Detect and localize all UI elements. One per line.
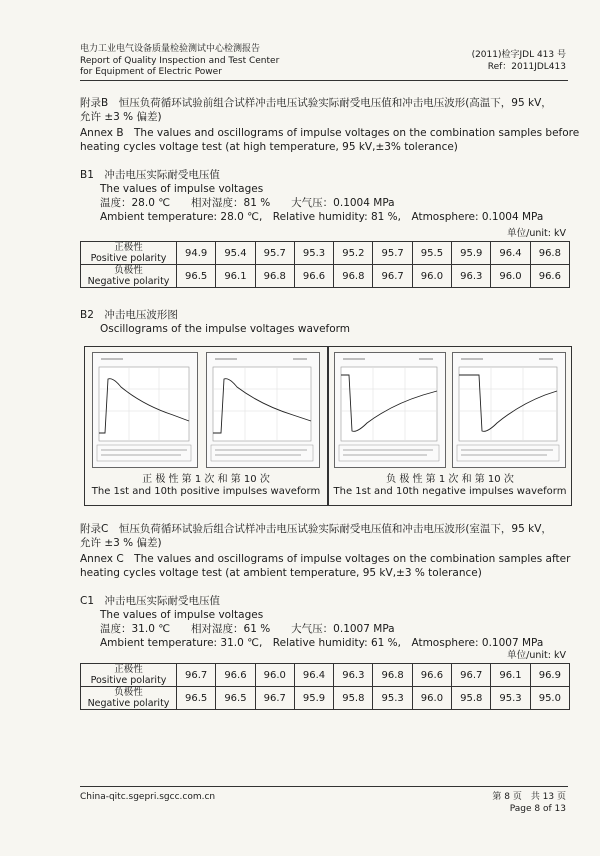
header-title-en-2: for Equipment of Electric Power: [80, 67, 222, 77]
label-en: Negative polarity: [87, 276, 170, 287]
footer-website: China-qitc.sgepri.sgcc.com.cn: [80, 792, 216, 802]
oscillogram-positive-caption: [84, 474, 328, 498]
caption-en: The 1st and 10th negative impulses waveform: [333, 486, 567, 497]
value-cell: 95.4: [216, 242, 255, 265]
label-cn: 正极性: [114, 242, 143, 253]
value-cell: 96.9: [530, 664, 569, 687]
value-cell: 96.0: [491, 265, 530, 288]
b1-conditions-en: Ambient temperature: 28.0 ℃, Relative humidity: 81 %, Atmosphere: 0.1004 MPa: [100, 211, 544, 223]
c1-conditions-cn: 温度：31.0 ℃ 相对湿度：61 % 大气压：0.1007 MPa: [100, 623, 395, 635]
row-label-positive: [81, 664, 177, 687]
value-cell: 95.3: [294, 242, 333, 265]
value-cell: 96.6: [294, 265, 333, 288]
label-en: Positive polarity: [90, 253, 167, 264]
footer-page-en: Page 8 of 13: [509, 804, 566, 814]
c1-title-en: The values of impulse voltages: [100, 609, 264, 621]
header-title-cn: 电力工业电气设备质量检验测试中心检测报告: [80, 44, 261, 54]
table-row-negative: [81, 265, 570, 288]
c1-conditions-en: Ambient temperature: 31.0 ℃, Relative humidity: 61 %, Atmosphere: 0.1007 MPa: [100, 637, 544, 649]
value-cell: 96.7: [452, 664, 491, 687]
value-cell: 95.5: [412, 242, 451, 265]
waveform-image: [335, 353, 445, 467]
label-cn: 负极性: [114, 265, 143, 276]
value-cell: 94.9: [177, 242, 216, 265]
table-row-negative: [81, 687, 570, 710]
value-cell: 95.7: [255, 242, 294, 265]
b1-values-table: [80, 241, 570, 288]
b1-conditions-cn: 温度：28.0 ℃ 相对湿度：81 % 大气压：0.1004 MPa: [100, 197, 395, 209]
oscillogram-positive-10: [206, 352, 320, 468]
annex-c-title-cn-2: 允许 ±3 % 偏差): [80, 537, 162, 549]
label-en: Positive polarity: [90, 675, 167, 686]
row-label-negative: [81, 687, 177, 710]
value-cell: 95.8: [452, 687, 491, 710]
oscillogram-negative-caption: [328, 474, 572, 498]
footer-page-cn: 第 8 页 共 13 页: [492, 792, 566, 802]
footer-rule: [80, 786, 568, 787]
value-cell: 96.3: [452, 265, 491, 288]
c1-title-cn: C1 冲击电压实际耐受电压值: [80, 595, 221, 607]
waveform-image: [93, 353, 197, 467]
row-label-negative: [81, 265, 177, 288]
c1-unit: 单位/unit: kV: [507, 650, 566, 661]
value-cell: 96.1: [491, 664, 530, 687]
annex-b-title-en-1: Annex B The values and oscillograms of impulse voltages on the combination samples before: [80, 127, 580, 139]
value-cell: 96.0: [412, 265, 451, 288]
value-cell: 95.3: [373, 687, 412, 710]
value-cell: 96.5: [177, 265, 216, 288]
caption-cn: 正 极 性 第 1 次 和 第 10 次: [142, 474, 270, 485]
value-cell: 96.7: [177, 664, 216, 687]
value-cell: 96.8: [373, 664, 412, 687]
value-cell: 96.6: [530, 265, 569, 288]
annex-b-title-cn-1: 附录B 恒压负荷循环试验前组合试样冲击电压试验实际耐受电压值和冲击电压波形(高温下，95 kV，: [80, 97, 552, 109]
value-cell: 95.3: [491, 687, 530, 710]
b1-unit: 单位/unit: kV: [507, 228, 566, 239]
header-ref: Ref：2011JDL413: [487, 62, 566, 72]
value-cell: 96.1: [216, 265, 255, 288]
value-cell: 96.0: [255, 664, 294, 687]
row-label-positive: [81, 242, 177, 265]
b1-title-cn: B1 冲击电压实际耐受电压值: [80, 169, 220, 181]
value-cell: 95.9: [294, 687, 333, 710]
b2-title-cn: B2 冲击电压波形图: [80, 309, 178, 321]
annex-b-title-cn-2: 允许 ±3 % 偏差): [80, 111, 162, 123]
value-cell: 96.6: [412, 664, 451, 687]
annex-c-title-en-1: Annex C The values and oscillograms of impulse voltages on the combination samples after: [80, 553, 571, 565]
value-cell: 96.3: [334, 664, 373, 687]
caption-en: The 1st and 10th positive impulses waveform: [91, 486, 321, 497]
oscillogram-negative-10: [452, 352, 566, 468]
value-cell: 96.8: [255, 265, 294, 288]
waveform-image: [207, 353, 319, 467]
value-cell: 96.4: [491, 242, 530, 265]
c1-values-table: [80, 663, 570, 710]
header-report-no: (2011)检字JDL 413 号: [471, 50, 566, 60]
table-row-positive: [81, 242, 570, 265]
value-cell: 95.8: [334, 687, 373, 710]
value-cell: 96.0: [412, 687, 451, 710]
b1-title-en: The values of impulse voltages: [100, 183, 264, 195]
value-cell: 96.5: [216, 687, 255, 710]
oscillogram-negative-1: [334, 352, 446, 468]
value-cell: 95.7: [373, 242, 412, 265]
annex-b-title-en-2: heating cycles voltage test (at high temperature, 95 kV,±3% tolerance): [80, 141, 458, 153]
value-cell: 96.8: [334, 265, 373, 288]
value-cell: 95.0: [530, 687, 569, 710]
value-cell: 96.8: [530, 242, 569, 265]
table-row-positive: [81, 664, 570, 687]
caption-cn: 负 极 性 第 1 次 和 第 10 次: [386, 474, 514, 485]
b2-title-en: Oscillograms of the impulse voltages waveform: [100, 323, 351, 335]
label-cn: 正极性: [114, 664, 143, 675]
oscillogram-positive-1: [92, 352, 198, 468]
value-cell: 96.4: [294, 664, 333, 687]
label-en: Negative polarity: [87, 698, 170, 709]
value-cell: 95.9: [452, 242, 491, 265]
header-title-en-1: Report of Quality Inspection and Test Center: [80, 56, 280, 66]
value-cell: 96.6: [216, 664, 255, 687]
value-cell: 95.2: [334, 242, 373, 265]
header-rule: [80, 80, 568, 81]
value-cell: 96.7: [255, 687, 294, 710]
value-cell: 96.5: [177, 687, 216, 710]
annex-c-title-en-2: heating cycles voltage test (at ambient temperature, 95 kV,±3 % tolerance): [80, 567, 482, 579]
value-cell: 96.7: [373, 265, 412, 288]
label-cn: 负极性: [114, 687, 143, 698]
waveform-image: [453, 353, 565, 467]
annex-c-title-cn-1: 附录C 恒压负荷循环试验后组合试样冲击电压试验实际耐受电压值和冲击电压波形(室温下，95 kV，: [80, 523, 552, 535]
